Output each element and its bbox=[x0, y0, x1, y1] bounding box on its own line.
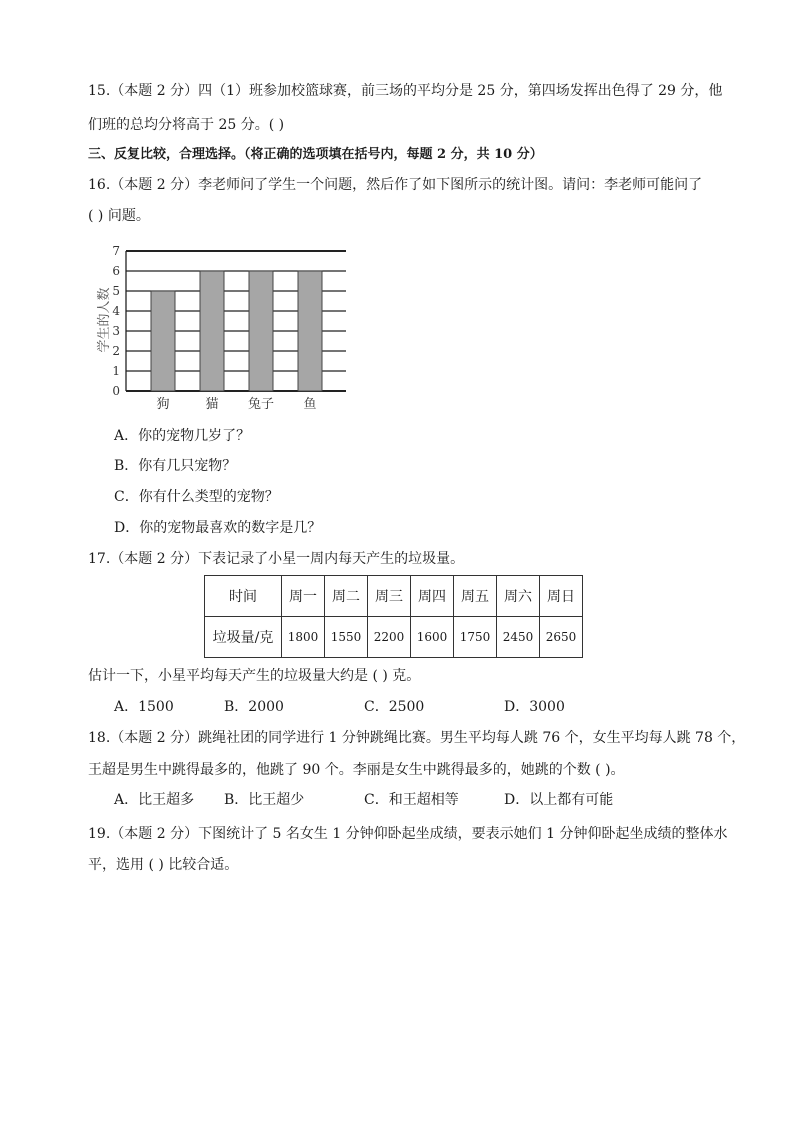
q17-text-line2: 估计一下，小星平均每天产生的垃圾量大约是 ( ) 克。 bbox=[88, 668, 421, 684]
table-cell: 周四 bbox=[411, 576, 454, 617]
q18-text-line1: 18.（本题 2 分）跳绳社团的同学进行 1 分钟跳绳比赛。男生平均每人跳 76 个，女生平均每人跳 78 个， bbox=[88, 730, 746, 746]
q15-text-line2: 们班的总均分将高于 25 分。( ) bbox=[88, 117, 285, 133]
q17-option-c: C．2500 bbox=[364, 699, 425, 715]
bar bbox=[298, 271, 322, 391]
x-tick-label: 兔子 bbox=[247, 397, 275, 412]
y-tick-label: 5 bbox=[112, 284, 120, 298]
bar bbox=[151, 291, 175, 391]
q18-option-b: B．比王超少 bbox=[224, 792, 305, 808]
q18-option-d: D．以上都有可能 bbox=[504, 792, 614, 808]
table-cell: 时间 bbox=[205, 576, 282, 617]
y-tick-label: 0 bbox=[112, 384, 120, 398]
q18-text-line2: 王超是男生中跳得最多的，他跳了 90 个。李丽是女生中跳得最多的，她跳的个数 ( )。 bbox=[88, 762, 625, 778]
section3-heading: 三、反复比较，合理选择。（将正确的选项填在括号内，每题 2 分，共 10 分） bbox=[88, 147, 543, 162]
table-header-row bbox=[205, 576, 583, 617]
y-tick-label: 4 bbox=[112, 304, 120, 318]
table-cell: 周三 bbox=[368, 576, 411, 617]
table-cell: 1750 bbox=[454, 617, 497, 658]
table-cell: 周六 bbox=[497, 576, 540, 617]
table-row bbox=[205, 617, 583, 658]
table-cell: 2650 bbox=[540, 617, 583, 658]
table-cell: 2200 bbox=[368, 617, 411, 658]
garbage-table bbox=[204, 575, 583, 658]
y-tick-label: 6 bbox=[112, 264, 120, 278]
q17-option-b: B．2000 bbox=[224, 699, 284, 715]
q15-text-line1: 15.（本题 2 分）四（1）班参加校篮球赛，前三场的平均分是 25 分，第四场发挥出色得了 29 分，他 bbox=[88, 83, 723, 99]
q17-option-a: A．1500 bbox=[114, 699, 174, 715]
table-cell: 2450 bbox=[497, 617, 540, 658]
q16-option-c: C．你有什么类型的宠物？ bbox=[114, 489, 279, 505]
pet-bar-chart bbox=[96, 238, 356, 414]
q18-option-c: C．和王超相等 bbox=[364, 792, 459, 808]
y-tick-label: 3 bbox=[112, 324, 120, 338]
q16-option-d: D．你的宠物最喜欢的数字是几？ bbox=[114, 520, 322, 536]
q16-text-line1: 16.（本题 2 分）李老师问了学生一个问题，然后作了如下图所示的统计图。请问：李老师可能问了 bbox=[88, 177, 703, 193]
table-cell: 周一 bbox=[282, 576, 325, 617]
x-tick-label: 狗 bbox=[156, 397, 170, 412]
x-tick-label: 鱼 bbox=[303, 397, 317, 412]
q19-text-line2: 平，选用 ( ) 比较合适。 bbox=[88, 857, 239, 873]
q16-text-line2: ( ) 问题。 bbox=[88, 208, 150, 224]
table-cell: 周五 bbox=[454, 576, 497, 617]
q19-text-line1: 19.（本题 2 分）下图统计了 5 名女生 1 分钟仰卧起坐成绩，要表示她们 1 分钟仰卧起坐成绩的整体水 bbox=[88, 826, 728, 842]
chart-y-axis-label: 学生的人数 bbox=[97, 287, 112, 353]
bar bbox=[249, 271, 273, 391]
table-cell: 周二 bbox=[325, 576, 368, 617]
y-tick-label: 1 bbox=[112, 364, 120, 378]
table-cell: 周日 bbox=[540, 576, 583, 617]
table-cell: 垃圾量/克 bbox=[205, 617, 282, 658]
y-tick-label: 7 bbox=[112, 244, 120, 258]
x-tick-label: 猫 bbox=[205, 397, 219, 412]
y-tick-label: 2 bbox=[112, 344, 120, 358]
table-cell: 1800 bbox=[282, 617, 325, 658]
q16-option-b: B．你有几只宠物？ bbox=[114, 458, 237, 474]
q17-option-d: D．3000 bbox=[504, 699, 565, 715]
q18-option-a: A．比王超多 bbox=[114, 792, 195, 808]
bar bbox=[200, 271, 224, 391]
q16-option-a: A．你的宠物几岁了？ bbox=[114, 428, 251, 444]
table-cell: 1600 bbox=[411, 617, 454, 658]
q17-text-line1: 17.（本题 2 分）下表记录了小星一周内每天产生的垃圾量。 bbox=[88, 551, 465, 567]
table-cell: 1550 bbox=[325, 617, 368, 658]
